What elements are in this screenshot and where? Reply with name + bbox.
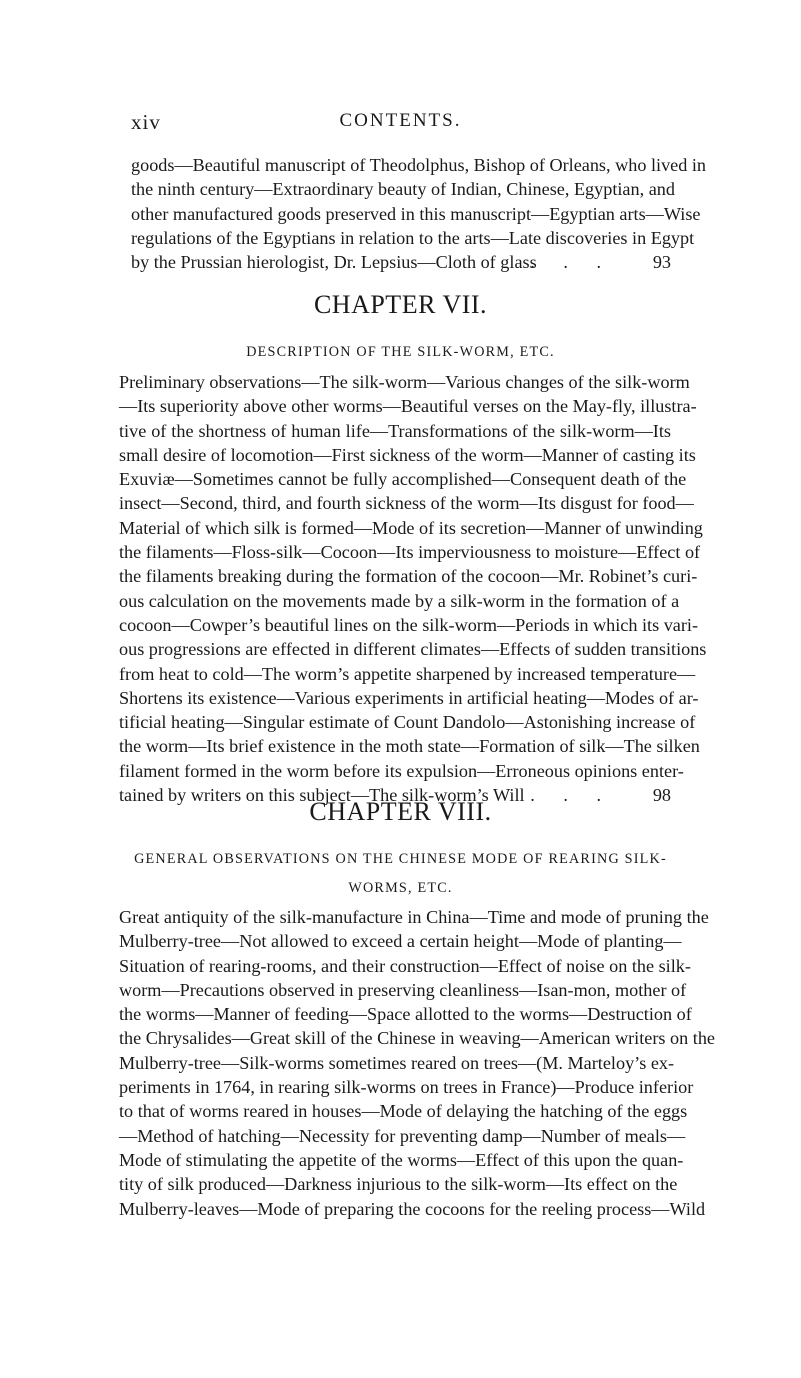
chapter-7-synopsis <box>119 370 707 807</box>
text-line: to that of worms reared in houses—Mode of delaying the hatching of the eggs <box>119 1101 688 1122</box>
text-line: tity of silk produced—Darkness injurious to the silk-worm—Its effect on the <box>119 1174 678 1195</box>
text-line: the ninth century—Extraordinary beauty of Indian, Chinese, Egyptian, and <box>131 179 675 200</box>
text-line: the Chrysalides—Great skill of the Chinese in weaving—American writers on the <box>119 1028 715 1049</box>
text-line: Mulberry-tree—Silk-worms sometimes reared on trees—(M. Marteloy’s ex- <box>119 1052 675 1073</box>
text-line: periments in 1764, in rearing silk-worms on trees in France)—Produce inferior <box>119 1077 694 1098</box>
text-line: tained by writers on this subject—The silk-worm’s Will <box>119 785 525 806</box>
chapter-7-title: CHAPTER VII. <box>313 290 488 319</box>
text-line: Material of which silk is formed—Mode of its secretion—Manner of unwinding <box>119 517 703 538</box>
text-line: by the Prussian hierologist, Dr. Lepsius—Cloth of glass <box>131 252 537 273</box>
text-line: worm—Precautions observed in preserving cleanliness—Isan-mon, mother of <box>119 979 687 1000</box>
text-line: Shortens its existence—Various experiments in artificial heating—Modes of ar- <box>119 687 699 708</box>
text-line: tive of the shortness of human life—Transformations of the silk-worm—Its <box>119 420 671 441</box>
text-line: other manufactured goods preserved in this manuscript—Egyptian arts—Wise <box>131 203 701 224</box>
text-line: ous progressions are effected in different climates—Effects of sudden transitions <box>119 639 707 660</box>
text-line: goods—Beautiful manuscript of Theodolphus, Bishop of Orleans, who lived in <box>131 155 707 175</box>
text-line: the filaments breaking during the formation of the cocoon—Mr. Robinet’s curi- <box>119 566 698 587</box>
text-line: the filaments—Floss-silk—Cocoon—Its imperviousness to moisture—Effect of <box>119 542 701 563</box>
chapter-6-continuation <box>131 153 707 274</box>
text-line: from heat to cold—The worm’s appetite sharpened by increased temperature— <box>119 663 696 684</box>
text-line: tificial heating—Singular estimate of Count Dandolo—Astonishing increase of <box>119 712 696 733</box>
page-reference: 93 <box>652 252 671 273</box>
leader-dots: . . . <box>530 785 613 806</box>
text-line: Situation of rearing-rooms, and their construction—Effect of noise on the silk- <box>119 955 691 976</box>
page-reference: 98 <box>652 785 671 806</box>
text-line: Mulberry-leaves—Mode of preparing the cocoons for the reeling process—Wild <box>119 1198 706 1219</box>
text-line: —Its superiority above other worms—Beautiful verses on the May-fly, illustra- <box>119 396 697 417</box>
text-line: filament formed in the worm before its expulsion—Erroneous opinions enter- <box>119 760 684 781</box>
text-line: the worm—Its brief existence in the moth state—Formation of silk—The silken <box>119 736 700 757</box>
text-line: small desire of locomotion—First sickness of the worm—Manner of casting its <box>119 444 696 465</box>
chapter-8-subtitle-line: GENERAL OBSERVATIONS ON THE CHINESE MODE OF REARING SILK- <box>134 851 667 867</box>
leader-dots: . . . <box>530 252 613 273</box>
text-line: —Method of hatching—Necessity for preventing damp—Number of meals— <box>119 1125 686 1146</box>
text-line: Great antiquity of the silk-manufacture in China—Time and mode of pruning the <box>119 907 709 927</box>
text-line: regulations of the Egyptians in relation to the arts—Late discoveries in Egypt <box>131 227 695 248</box>
chapter-7-subtitle: DESCRIPTION OF THE SILK-WORM, ETC. <box>246 344 555 360</box>
text-line: Mode of stimulating the appetite of the worms—Effect of this upon the quan- <box>119 1149 684 1170</box>
chapter-8-synopsis <box>119 905 715 1221</box>
chapter-8-subtitle-line: WORMS, ETC. <box>348 880 453 896</box>
text-line-with-page-ref <box>131 250 671 274</box>
text-line: insect—Second, third, and fourth sickness of the worm—Its disgust for food— <box>119 493 694 514</box>
chapter-8-title: CHAPTER VIII. <box>309 797 492 826</box>
text-line: Preliminary observations—The silk-worm—Various changes of the silk-worm <box>119 372 690 392</box>
page-header <box>0 110 801 138</box>
text-line: the worms—Manner of feeding—Space allotted to the worms—Destruction of <box>119 1004 692 1025</box>
text-line: cocoon—Cowper’s beautiful lines on the silk-worm—Periods in which its vari- <box>119 614 699 635</box>
text-line: ous calculation on the movements made by a silk-worm in the formation of a <box>119 590 680 611</box>
text-line: Exuviæ—Sometimes cannot be fully accomplished—Consequent death of the <box>119 469 687 490</box>
page-number: xiv <box>131 110 161 134</box>
running-head: CONTENTS. <box>339 110 462 131</box>
chapter-8-subtitle <box>0 851 801 909</box>
text-line: Mulberry-tree—Not allowed to exceed a certain height—Mode of planting— <box>119 931 682 952</box>
